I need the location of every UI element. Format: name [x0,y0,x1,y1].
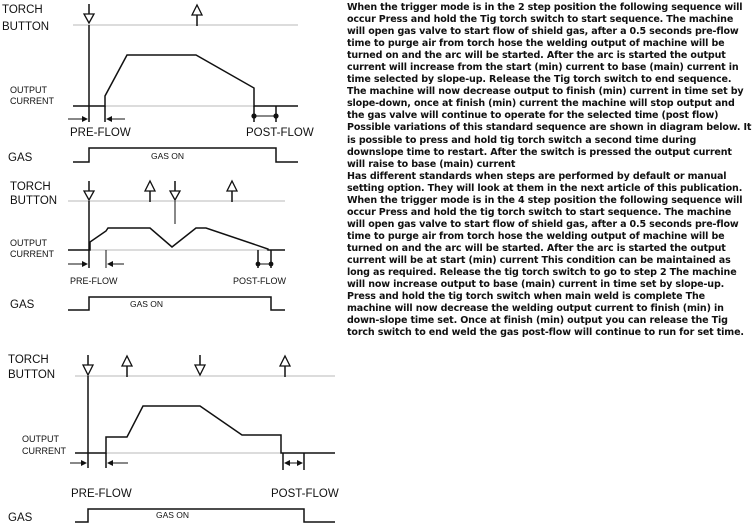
output-current-waveform [68,228,285,250]
postflow-dimension [283,453,304,470]
torch-button-label-line1: TORCH [10,181,51,193]
torch-press-arrow [83,355,93,375]
paragraph-note: Has different standards when steps are performed by default or manual setting option. They will look at them in the next article of this publication. [347,170,743,194]
gas-waveform [68,297,285,310]
preflow-label: PRE-FLOW [70,276,118,286]
torch-rerelease-arrow [227,181,237,202]
gas-on-label: GAS ON [156,510,190,520]
output-current-label-line2: CURRENT [10,96,54,106]
torch-release-2-arrow [280,356,290,377]
preflow-dimension [68,250,124,268]
output-current-label-line1: OUTPUT [10,85,47,95]
panel-4-step [8,354,339,524]
torch-button-label-line2: BUTTON [8,369,56,381]
preflow-dimension [70,453,128,468]
postflow-dimension [256,250,274,268]
postflow-label: POST-FLOW [233,276,287,286]
gas-label: GAS [8,512,33,524]
postflow-dimension [251,106,278,122]
output-current-waveform [75,406,335,453]
panel-2-step-restart [10,181,287,311]
preflow-label: PRE-FLOW [70,127,131,139]
torch-release-arrow [192,5,202,26]
gas-waveform [73,148,298,162]
output-current-label-line2: CURRENT [10,249,54,259]
torch-repress-arrow [170,181,180,200]
output-current-label-line2: CURRENT [22,446,66,456]
preflow-label: PRE-FLOW [71,488,132,500]
paragraph-4-step: When the trigger mode is in the 4 step position the following sequence will occur Press and hold the tig torch switch to start sequence. The machine will open gas valve to start flow of shield gas, after a 0.5 seconds pre-flow time to purge air from torch hose the welding output of machine will be turned on and the arc will be started. After the arc is started the output current will be at start (min) current This condition can be maintained as long as required. Release the tig torch switch to go to step 2 The machine will now increase output to base (main) current in time set by slope-up. Press and hold the tig torch switch when main weld is complete The machine will now decrease the welding output current to finish (min) in down-slope time set. Once at finish (min) output you can release the Tig torch switch to end weld the gas post-flow will continue to run for set time. [347,194,744,339]
postflow-label: POST-FLOW [246,127,314,139]
torch-press-2-arrow [195,355,205,375]
gas-on-label: GAS ON [130,299,164,309]
gas-label: GAS [10,299,35,311]
tig-trigger-timing-diagram [0,0,345,532]
output-current-waveform [73,55,298,106]
torch-release-arrow [122,356,132,377]
gas-label: GAS [8,152,33,164]
output-current-label-line1: OUTPUT [22,434,59,444]
torch-button-label-line1: TORCH [8,354,49,366]
torch-press-arrow [84,4,94,23]
torch-button-label-line2: BUTTON [2,21,50,33]
preflow-dimension [68,106,125,122]
torch-button-label-line2: BUTTON [10,195,58,207]
paragraph-2-step: When the trigger mode is in the 2 step position the following sequence will occur Press and hold the Tig torch switch to start sequence. The machine will open gas valve to start flow of shield gas, after a 0.5 seconds pre-flow time to purge air from torch hose the welding output of machine will be turned on and the arc will be started. After the arc is started the output current will increase from the start (min) current to base (main) current in time selected by slope-up. Release the Tig torch switch to end sequence. The machine will now decrease output to finish (min) current in time set by slope-down, once at finish (min) current the machine will stop output and the gas valve will continue to operate for the selected time (post flow) Possible variations of this standard sequence are shown in diagram below. It is possible to press and hold tig torch switch a second time during downslope time to restart. After the switch is pressed the output current will raise to base (main) current [347,2,752,170]
torch-button-label-line1: TORCH [2,4,43,16]
output-current-label-line1: OUTPUT [10,238,47,248]
gas-on-label: GAS ON [151,151,185,161]
torch-press-arrow [84,181,94,200]
trigger-mode-description [347,2,752,528]
panel-2-step [2,4,314,164]
gas-waveform [75,509,335,522]
torch-release-arrow [145,181,155,202]
postflow-label: POST-FLOW [271,488,339,500]
